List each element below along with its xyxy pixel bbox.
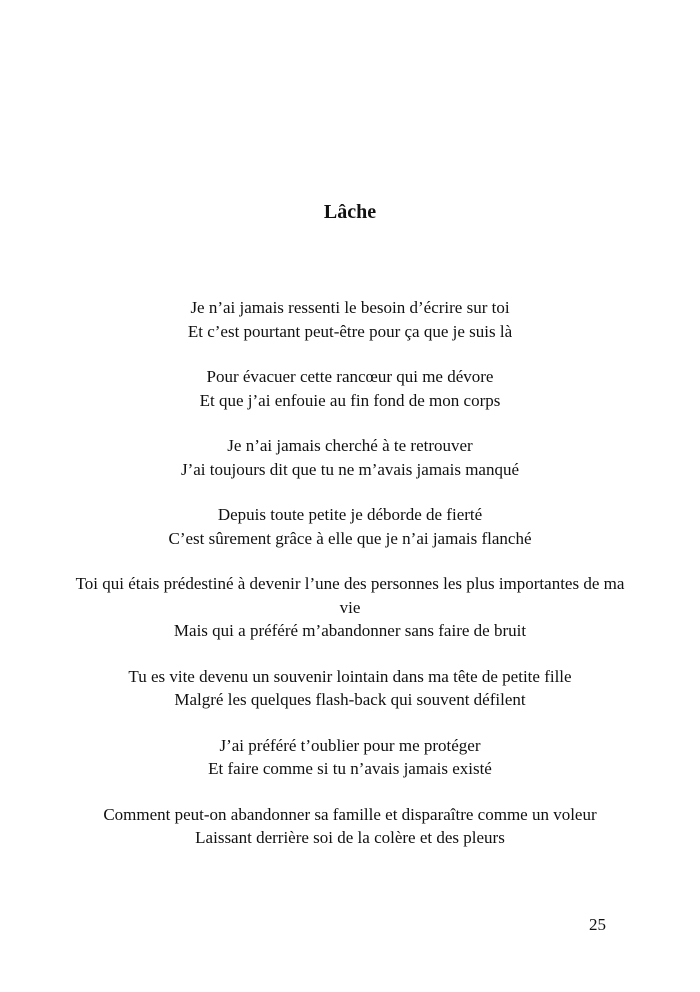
poem-line: Mais qui a préféré m’abandonner sans faire de bruit	[173, 621, 527, 640]
poem-line: Tu es vite devenu un souvenir lointain dans ma tête de petite fille	[128, 666, 572, 686]
poem-line: Et c’est pourtant peut-être pour ça que je suis là	[187, 321, 513, 341]
stanza-1	[80, 296, 620, 343]
stanza-6	[80, 665, 620, 712]
stanza-3	[80, 434, 620, 481]
poem-title: Lâche	[323, 201, 377, 223]
stanza-5	[75, 572, 625, 643]
stanza-4	[80, 503, 620, 550]
poem-line: Malgré les quelques flash-back qui souvent défilent	[174, 690, 526, 709]
poem-line: Comment peut-on abandonner sa famille et disparaître comme un voleur	[103, 804, 597, 824]
poem-line: Toi qui étais prédestiné à devenir l’une des personnes les plus importantes de ma vie	[75, 574, 625, 617]
stanza-7	[80, 734, 620, 781]
page-number: 25	[589, 915, 606, 934]
poem-line: Je n’ai jamais ressenti le besoin d’écrire sur toi	[190, 298, 510, 317]
poem-line: Je n’ai jamais cherché à te retrouver	[227, 436, 473, 455]
poem-line: Et que j’ai enfouie au fin fond de mon corps	[199, 390, 501, 410]
poem-line: Pour évacuer cette rancœur qui me dévore	[206, 367, 494, 386]
stanza-2	[80, 365, 620, 412]
poem-line: Laissant derrière soi de la colère et des pleurs	[195, 828, 505, 847]
poem-line: C’est sûrement grâce à elle que je n’ai jamais flanché	[168, 528, 532, 548]
poem-line: J’ai toujours dit que tu ne m’avais jamais manqué	[180, 459, 520, 479]
poem-line: Depuis toute petite je déborde de fierté	[217, 505, 483, 524]
poem-line: Et faire comme si tu n’avais jamais existé	[208, 759, 492, 778]
poem-body	[75, 296, 625, 872]
stanza-8	[80, 803, 620, 850]
poem-line: J’ai préféré t’oublier pour me protéger	[219, 735, 481, 755]
